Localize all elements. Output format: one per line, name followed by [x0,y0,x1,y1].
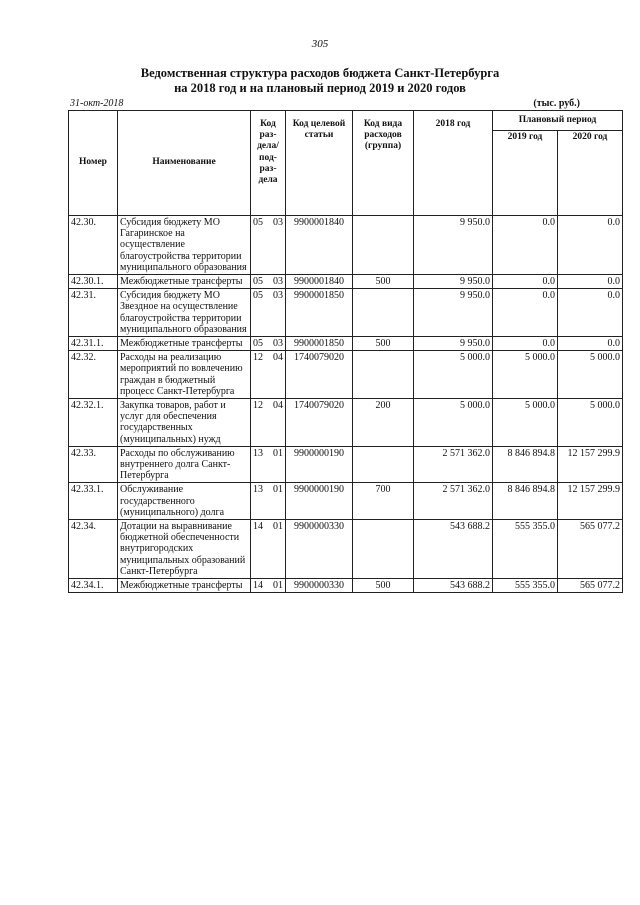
row-number: 42.32. [69,351,118,399]
row-section: 14 [251,579,268,593]
table-row [69,520,623,579]
row-name: Субсидия бюджету МО Звездное на осуществление благоустройства территории муниципального образования [118,289,251,337]
header-expense-type: Код вида расходов (группа) [353,111,414,216]
row-name: Обслуживание государственного (муниципального) долга [118,483,251,520]
row-subsection: 04 [267,351,286,399]
row-expense-type: 200 [353,399,414,447]
row-section: 05 [251,337,268,351]
row-number: 42.31. [69,289,118,337]
table-row [69,289,623,337]
table-row [69,579,623,593]
row-expense-type [353,520,414,579]
row-amount-2018: 543 688.2 [414,579,493,593]
row-section: 05 [251,289,268,337]
row-amount-2020: 0.0 [558,337,623,351]
row-name: Межбюджетные трансферты [118,579,251,593]
row-amount-2018: 9 950.0 [414,216,493,275]
row-subsection: 01 [267,579,286,593]
row-subsection: 01 [267,446,286,483]
row-amount-2018: 2 571 362.0 [414,483,493,520]
row-amount-2020: 565 077.2 [558,520,623,579]
row-expense-type: 500 [353,579,414,593]
row-number: 42.31.1. [69,337,118,351]
row-section: 05 [251,275,268,289]
row-number: 42.34.1. [69,579,118,593]
row-amount-2019: 5 000.0 [493,399,558,447]
row-amount-2018: 5 000.0 [414,399,493,447]
table-body [69,216,623,593]
row-target-code: 9900001840 [286,275,353,289]
table-row [69,483,623,520]
row-expense-type: 500 [353,275,414,289]
row-name: Межбюджетные трансферты [118,275,251,289]
table-row [69,275,623,289]
table-row [69,399,623,447]
row-amount-2019: 0.0 [493,337,558,351]
header-section: Код раз-дела/ под-раз-дела [251,111,286,216]
row-amount-2020: 0.0 [558,275,623,289]
row-amount-2019: 555 355.0 [493,520,558,579]
row-amount-2020: 565 077.2 [558,579,623,593]
row-target-code: 9900000190 [286,483,353,520]
row-name: Субсидия бюджету МО Гагаринское на осуществление благоустройства территории муниципального образования [118,216,251,275]
header-2018: 2018 год [414,111,493,216]
table-row [69,337,623,351]
row-name: Дотации на выравнивание бюджетной обеспеченности внутригородских муниципальных образований Санкт-Петербурга [118,520,251,579]
row-name: Расходы на реализацию мероприятий по вовлечению граждан в бюджетный процесс Санкт-Петербурга [118,351,251,399]
row-target-code: 9900000190 [286,446,353,483]
header-2020: 2020 год [558,131,623,216]
row-amount-2020: 12 157 299.9 [558,446,623,483]
row-amount-2019: 555 355.0 [493,579,558,593]
table-row [69,446,623,483]
row-number: 42.32.1. [69,399,118,447]
row-target-code: 9900001850 [286,337,353,351]
row-target-code: 1740079020 [286,351,353,399]
page-number: 305 [311,38,329,50]
row-amount-2018: 543 688.2 [414,520,493,579]
row-amount-2019: 0.0 [493,216,558,275]
row-target-code: 1740079020 [286,399,353,447]
row-subsection: 03 [267,289,286,337]
row-expense-type [353,351,414,399]
row-target-code: 9900001850 [286,289,353,337]
row-number: 42.33. [69,446,118,483]
row-amount-2018: 2 571 362.0 [414,446,493,483]
row-amount-2019: 5 000.0 [493,351,558,399]
header-name: Наименование [118,111,251,216]
row-amount-2019: 0.0 [493,275,558,289]
row-expense-type [353,446,414,483]
table-row [69,216,623,275]
row-name: Межбюджетные трансферты [118,337,251,351]
row-amount-2020: 5 000.0 [558,351,623,399]
row-section: 05 [251,216,268,275]
title-line-1: Ведомственная структура расходов бюджета Санкт-Петербурга [140,66,500,80]
row-section: 13 [251,483,268,520]
row-amount-2018: 9 950.0 [414,289,493,337]
row-name: Закупка товаров, работ и услуг для обеспечения государственных (муниципальных) нужд [118,399,251,447]
row-subsection: 04 [267,399,286,447]
row-subsection: 01 [267,483,286,520]
row-amount-2019: 8 846 894.8 [493,483,558,520]
row-amount-2018: 5 000.0 [414,351,493,399]
row-amount-2020: 12 157 299.9 [558,483,623,520]
header-2019: 2019 год [493,131,558,216]
header-planned-period: Плановый период [493,111,623,131]
units-label: (тыс. руб.) [533,98,580,109]
document-date: 31-окт-2018 [70,98,124,109]
row-number: 42.33.1. [69,483,118,520]
row-expense-type [353,216,414,275]
row-section: 12 [251,399,268,447]
row-amount-2019: 8 846 894.8 [493,446,558,483]
row-section: 13 [251,446,268,483]
row-expense-type: 500 [353,337,414,351]
row-subsection: 03 [267,337,286,351]
row-name: Расходы по обслуживанию внутреннего долга Санкт-Петербурга [118,446,251,483]
expenditure-table [68,110,623,593]
row-expense-type [353,289,414,337]
row-subsection: 01 [267,520,286,579]
row-expense-type: 700 [353,483,414,520]
row-amount-2020: 0.0 [558,289,623,337]
header-target: Код целевой статьи [286,111,353,216]
row-amount-2020: 5 000.0 [558,399,623,447]
row-amount-2019: 0.0 [493,289,558,337]
row-number: 42.34. [69,520,118,579]
row-number: 42.30.1. [69,275,118,289]
row-amount-2018: 9 950.0 [414,337,493,351]
row-number: 42.30. [69,216,118,275]
row-amount-2020: 0.0 [558,216,623,275]
row-target-code: 9900001840 [286,216,353,275]
row-section: 14 [251,520,268,579]
table-row [69,351,623,399]
row-subsection: 03 [267,216,286,275]
row-target-code: 9900000330 [286,520,353,579]
row-subsection: 03 [267,275,286,289]
title-line-2: на 2018 год и на плановый период 2019 и 2020 годов [174,81,466,95]
document-title [0,66,640,96]
row-amount-2018: 9 950.0 [414,275,493,289]
row-section: 12 [251,351,268,399]
row-target-code: 9900000330 [286,579,353,593]
header-number: Номер [69,111,118,216]
